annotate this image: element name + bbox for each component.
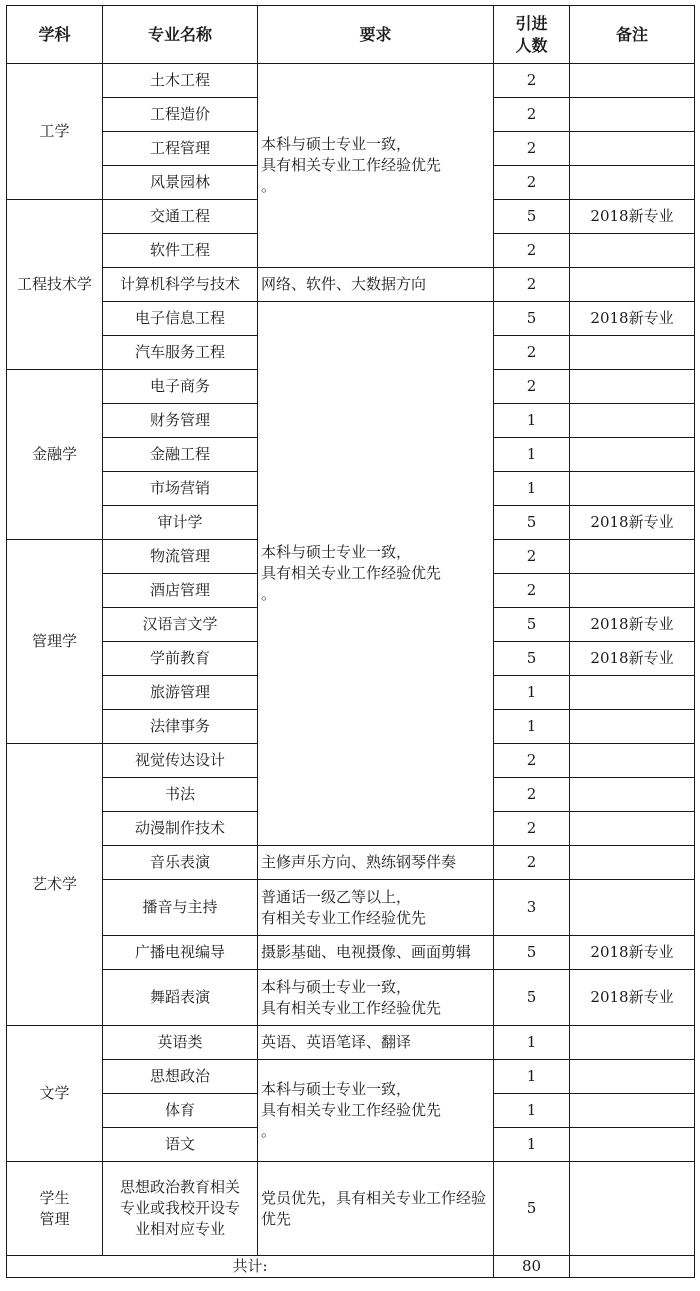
remark-cell [570, 64, 695, 98]
major-cell: 语文 [103, 1128, 258, 1162]
table-row [7, 1162, 695, 1256]
major-cell: 软件工程 [103, 234, 258, 268]
remark-cell [570, 336, 695, 370]
table-row [7, 936, 695, 970]
remark-cell [570, 268, 695, 302]
recruitment-table [6, 5, 695, 1278]
table-row [7, 1060, 695, 1094]
requirement-cell: 本科与硕士专业一致， 具有相关专业工作经验优先 。 [258, 302, 494, 846]
requirement-cell: 党员优先，具有相关专业工作经验优先 [258, 1162, 494, 1256]
major-cell: 审计学 [103, 506, 258, 540]
requirement-cell: 摄影基础、电视摄像、画面剪辑 [258, 936, 494, 970]
major-cell: 酒店管理 [103, 574, 258, 608]
count-cell: 2 [494, 778, 570, 812]
discipline-cell: 文学 [7, 1026, 103, 1162]
major-cell: 市场营销 [103, 472, 258, 506]
major-cell: 计算机科学与技术 [103, 268, 258, 302]
count-cell: 5 [494, 970, 570, 1026]
table-row [7, 846, 695, 880]
major-cell: 旅游管理 [103, 676, 258, 710]
count-cell: 5 [494, 302, 570, 336]
major-cell: 英语类 [103, 1026, 258, 1060]
remark-cell [570, 404, 695, 438]
table-row [7, 880, 695, 936]
requirement-cell: 本科与硕士专业一致， 具有相关专业工作经验优先 。 [258, 64, 494, 268]
total-count: 80 [494, 1256, 570, 1278]
remark-cell [570, 778, 695, 812]
major-cell: 物流管理 [103, 540, 258, 574]
remark-cell [570, 812, 695, 846]
remark-cell [570, 166, 695, 200]
count-cell: 1 [494, 676, 570, 710]
major-cell: 工程管理 [103, 132, 258, 166]
count-cell: 2 [494, 744, 570, 778]
discipline-cell: 管理学 [7, 540, 103, 744]
major-cell: 交通工程 [103, 200, 258, 234]
major-cell: 思想政治教育相关 专业或我校开设专 业相对应专业 [103, 1162, 258, 1256]
remark-cell [570, 574, 695, 608]
remark-cell [570, 676, 695, 710]
remark-cell [570, 438, 695, 472]
count-cell: 1 [494, 404, 570, 438]
major-cell: 电子商务 [103, 370, 258, 404]
remark-cell: 2018新专业 [570, 608, 695, 642]
count-cell: 2 [494, 268, 570, 302]
total-label: 共计: [7, 1256, 494, 1278]
major-cell: 汉语言文学 [103, 608, 258, 642]
major-cell: 舞蹈表演 [103, 970, 258, 1026]
major-cell: 学前教育 [103, 642, 258, 676]
remark-cell [570, 744, 695, 778]
remark-cell [570, 1060, 695, 1094]
count-cell: 2 [494, 812, 570, 846]
major-cell: 土木工程 [103, 64, 258, 98]
count-cell: 1 [494, 472, 570, 506]
requirement-cell: 普通话一级乙等以上， 有相关专业工作经验优先 [258, 880, 494, 936]
remark-cell [570, 98, 695, 132]
major-cell: 视觉传达设计 [103, 744, 258, 778]
count-cell: 2 [494, 846, 570, 880]
count-cell: 5 [494, 200, 570, 234]
count-cell: 2 [494, 336, 570, 370]
major-cell: 电子信息工程 [103, 302, 258, 336]
major-cell: 金融工程 [103, 438, 258, 472]
discipline-cell: 工学 [7, 64, 103, 200]
count-cell: 5 [494, 1162, 570, 1256]
count-cell: 2 [494, 574, 570, 608]
discipline-cell: 金融学 [7, 370, 103, 540]
count-cell: 2 [494, 540, 570, 574]
remark-cell [570, 1162, 695, 1256]
table-row [7, 970, 695, 1026]
count-cell: 1 [494, 1128, 570, 1162]
count-cell: 2 [494, 98, 570, 132]
major-cell: 工程造价 [103, 98, 258, 132]
major-cell: 汽车服务工程 [103, 336, 258, 370]
major-cell: 音乐表演 [103, 846, 258, 880]
remark-cell: 2018新专业 [570, 936, 695, 970]
remark-cell [570, 234, 695, 268]
major-cell: 书法 [103, 778, 258, 812]
count-cell: 1 [494, 710, 570, 744]
major-cell: 法律事务 [103, 710, 258, 744]
count-cell: 5 [494, 506, 570, 540]
discipline-cell: 工程技术学 [7, 200, 103, 370]
remark-cell [570, 1128, 695, 1162]
remark-cell [570, 1026, 695, 1060]
count-cell: 2 [494, 64, 570, 98]
requirement-cell: 英语、英语笔译、翻译 [258, 1026, 494, 1060]
count-cell: 5 [494, 936, 570, 970]
remark-cell [570, 540, 695, 574]
count-cell: 5 [494, 642, 570, 676]
major-cell: 体育 [103, 1094, 258, 1128]
table-row [7, 64, 695, 98]
count-cell: 1 [494, 1026, 570, 1060]
major-cell: 广播电视编导 [103, 936, 258, 970]
major-cell: 播音与主持 [103, 880, 258, 936]
remark-cell [570, 370, 695, 404]
count-cell: 2 [494, 132, 570, 166]
header-row [7, 6, 695, 64]
remark-cell: 2018新专业 [570, 302, 695, 336]
remark-cell: 2018新专业 [570, 642, 695, 676]
remark-cell [570, 846, 695, 880]
count-cell: 5 [494, 608, 570, 642]
remark-cell [570, 880, 695, 936]
header-discipline: 学科 [7, 6, 103, 64]
table-row [7, 1026, 695, 1060]
table-row [7, 268, 695, 302]
remark-cell: 2018新专业 [570, 970, 695, 1026]
requirement-cell: 主修声乐方向、熟练钢琴伴奏 [258, 846, 494, 880]
table-row [7, 302, 695, 336]
total-remark [570, 1256, 695, 1278]
count-cell: 1 [494, 1060, 570, 1094]
count-cell: 2 [494, 370, 570, 404]
discipline-cell: 艺术学 [7, 744, 103, 1026]
count-cell: 1 [494, 438, 570, 472]
major-cell: 财务管理 [103, 404, 258, 438]
remark-cell [570, 472, 695, 506]
header-major: 专业名称 [103, 6, 258, 64]
major-cell: 思想政治 [103, 1060, 258, 1094]
remark-cell [570, 1094, 695, 1128]
remark-cell [570, 132, 695, 166]
discipline-cell: 学生 管理 [7, 1162, 103, 1256]
remark-cell [570, 710, 695, 744]
count-cell: 1 [494, 1094, 570, 1128]
header-count: 引进 人数 [494, 6, 570, 64]
major-cell: 动漫制作技术 [103, 812, 258, 846]
count-cell: 2 [494, 166, 570, 200]
remark-cell: 2018新专业 [570, 506, 695, 540]
count-cell: 3 [494, 880, 570, 936]
requirement-cell: 本科与硕士专业一致， 具有相关专业工作经验优先 [258, 970, 494, 1026]
header-remark: 备注 [570, 6, 695, 64]
total-row [7, 1256, 695, 1278]
remark-cell: 2018新专业 [570, 200, 695, 234]
requirement-cell: 网络、软件、大数据方向 [258, 268, 494, 302]
requirement-cell: 本科与硕士专业一致， 具有相关专业工作经验优先 。 [258, 1060, 494, 1162]
count-cell: 2 [494, 234, 570, 268]
header-requirement: 要求 [258, 6, 494, 64]
major-cell: 风景园林 [103, 166, 258, 200]
